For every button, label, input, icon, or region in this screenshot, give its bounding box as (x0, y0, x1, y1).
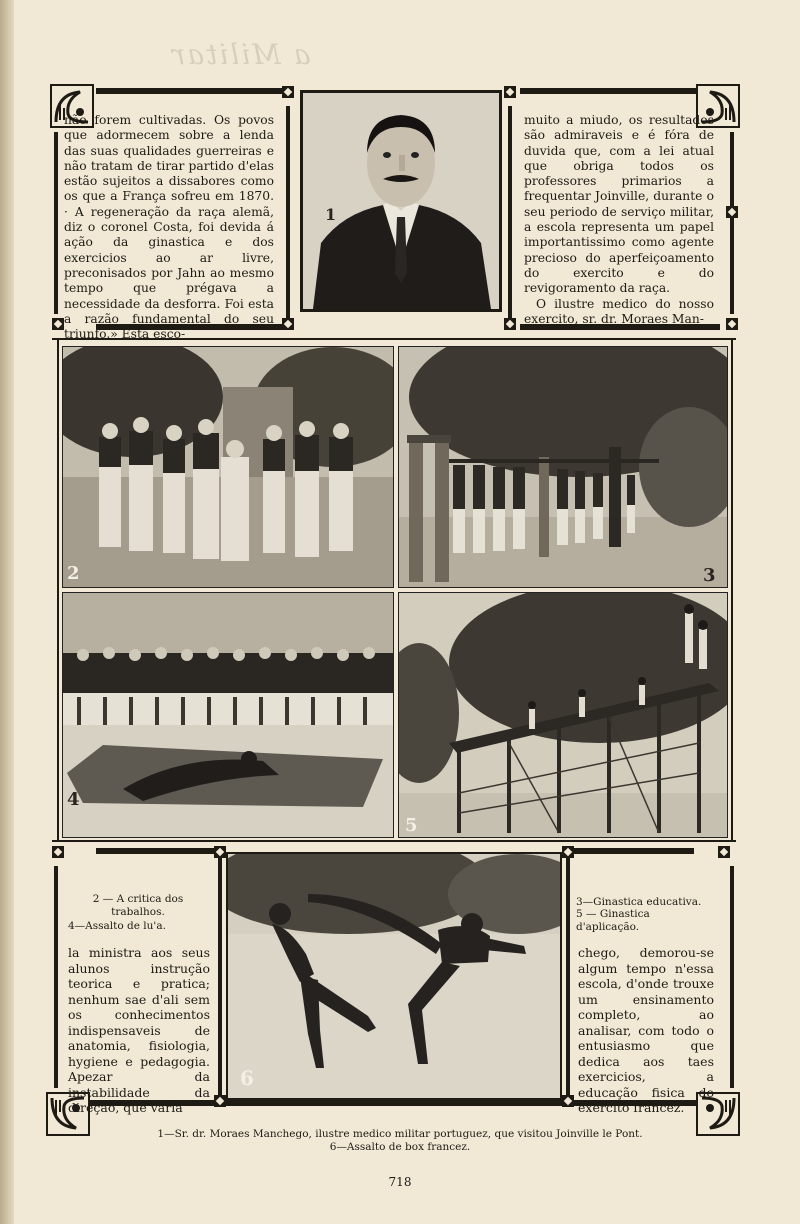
photo-wrestling (62, 592, 394, 838)
ornament-square (726, 318, 738, 330)
caption-4: 4—Assalto de lu'a. (68, 920, 166, 932)
ornament-square (52, 318, 64, 330)
ornament-square (282, 318, 294, 330)
photo-critique-scene (63, 347, 393, 587)
photo-number-4: 4 (67, 789, 80, 810)
frame-photos-right (731, 340, 733, 840)
caption-5: 5 — Ginastica d'aplicação. (576, 908, 650, 933)
frame-box-left (218, 848, 222, 1100)
ornament-square (562, 846, 574, 858)
frame-top-right (520, 88, 696, 94)
article-left-column: não forem cultivadas. Os povos que adormecem sobre a lenda das suas qualidades guerreiras e não tratam de tirar partido d'elas estão sujeitos a dissabores como os que a França sofreu em 1870. · A regeneração da raça alemã, diz o coronel Costa, foi devida á ação da ginastica e dos exercicios ao ar livre, preconisados por Jahn ao mesmo tempo que prégava a necessidade da desforra. Foi esta a razão fundamental do seu triunfo.» Esta esco- (64, 113, 274, 342)
photo-educational-gymnastics (398, 346, 728, 588)
photo-structure-scene (399, 593, 727, 837)
article-bottom-right-column: chego, demorou-se algum tempo n'essa escola, d'onde trouxe um ensinamento completo, ao analisar, com todo o entusiasmo que dedica aos taes exercicios, a educação fisica do exercito francez. (578, 945, 714, 1115)
ornament-square (718, 846, 730, 858)
photo-portrait (300, 90, 502, 312)
page-binding-edge (0, 0, 14, 1224)
ornament-square (504, 318, 516, 330)
frame-photos-left (57, 340, 59, 840)
photo-boxing-scene (228, 854, 560, 1098)
photo-critique (62, 346, 394, 588)
ornament-square (214, 846, 226, 858)
frame-portrait-left (286, 106, 290, 324)
article-bottom-left-column: la ministra aos seus alunos instrução teorica e pratica; nenhum sae d'ali sem os conhecimentos indispensaveis de anatomia, fisiologia, hygiene e pedagogia. Apezar da instabilidade da direção, que varia (68, 945, 210, 1115)
photo-applied-gymnastics (398, 592, 728, 838)
photo-number-1: 1 (325, 205, 337, 224)
photo-number-3: 3 (703, 565, 716, 586)
frame-bottom-right-top (570, 848, 694, 854)
photo-gymnastics-scene (399, 347, 727, 587)
ornament-square (726, 206, 738, 218)
figure-caption-line-2: 6—Assalto de box francez. (329, 1141, 471, 1153)
frame-portrait-right (508, 106, 512, 324)
photo-number-5: 5 (405, 815, 418, 836)
frame-left-top (54, 132, 58, 314)
ornament-square (562, 1095, 574, 1107)
article-right-column: muito a miudo, os resultados são admiraveis e é fóra de duvida que, com a lei atual que obriga todos os professores primarios a frequentar Joinville, durante o seu periodo de serviço militar, a escola representa um papel importantissimo como agente precioso do aperfeiçoamento do exercito e do revigoramento da raça. O ilustre medico do nosso exercito, sr. dr. Moraes Man- (524, 113, 714, 326)
photo-number-2: 2 (67, 563, 80, 584)
caption-3: 3—Ginastica educativa. (576, 896, 702, 908)
figure-caption-line-1: 1—Sr. dr. Moraes Manchego, ilustre medico militar portuguez, que visitou Joinville le Pont. (157, 1128, 643, 1140)
figure-caption (60, 1128, 740, 1154)
photo-french-boxing (226, 852, 562, 1100)
frame-top-left (96, 88, 282, 94)
frame-photos-bottom (52, 840, 736, 842)
photo-number-6: 6 (240, 1066, 254, 1090)
ornament-square (504, 86, 516, 98)
frame-bottom-left-top (96, 848, 220, 854)
page-number: 718 (388, 1175, 412, 1189)
frame-right-top (730, 132, 734, 314)
frame-box-right (566, 848, 570, 1100)
ornament-square (214, 1095, 226, 1107)
photo-wrestling-scene (63, 593, 393, 837)
frame-left-bottom (54, 866, 58, 1088)
frame-right-bottom (730, 866, 734, 1088)
caption-2: 2 — A critica dos trabalhos. (92, 893, 184, 918)
portrait-figure (303, 93, 499, 309)
ghost-header: a Militar (170, 38, 311, 71)
ornament-square (52, 846, 64, 858)
ornament-square (282, 86, 294, 98)
